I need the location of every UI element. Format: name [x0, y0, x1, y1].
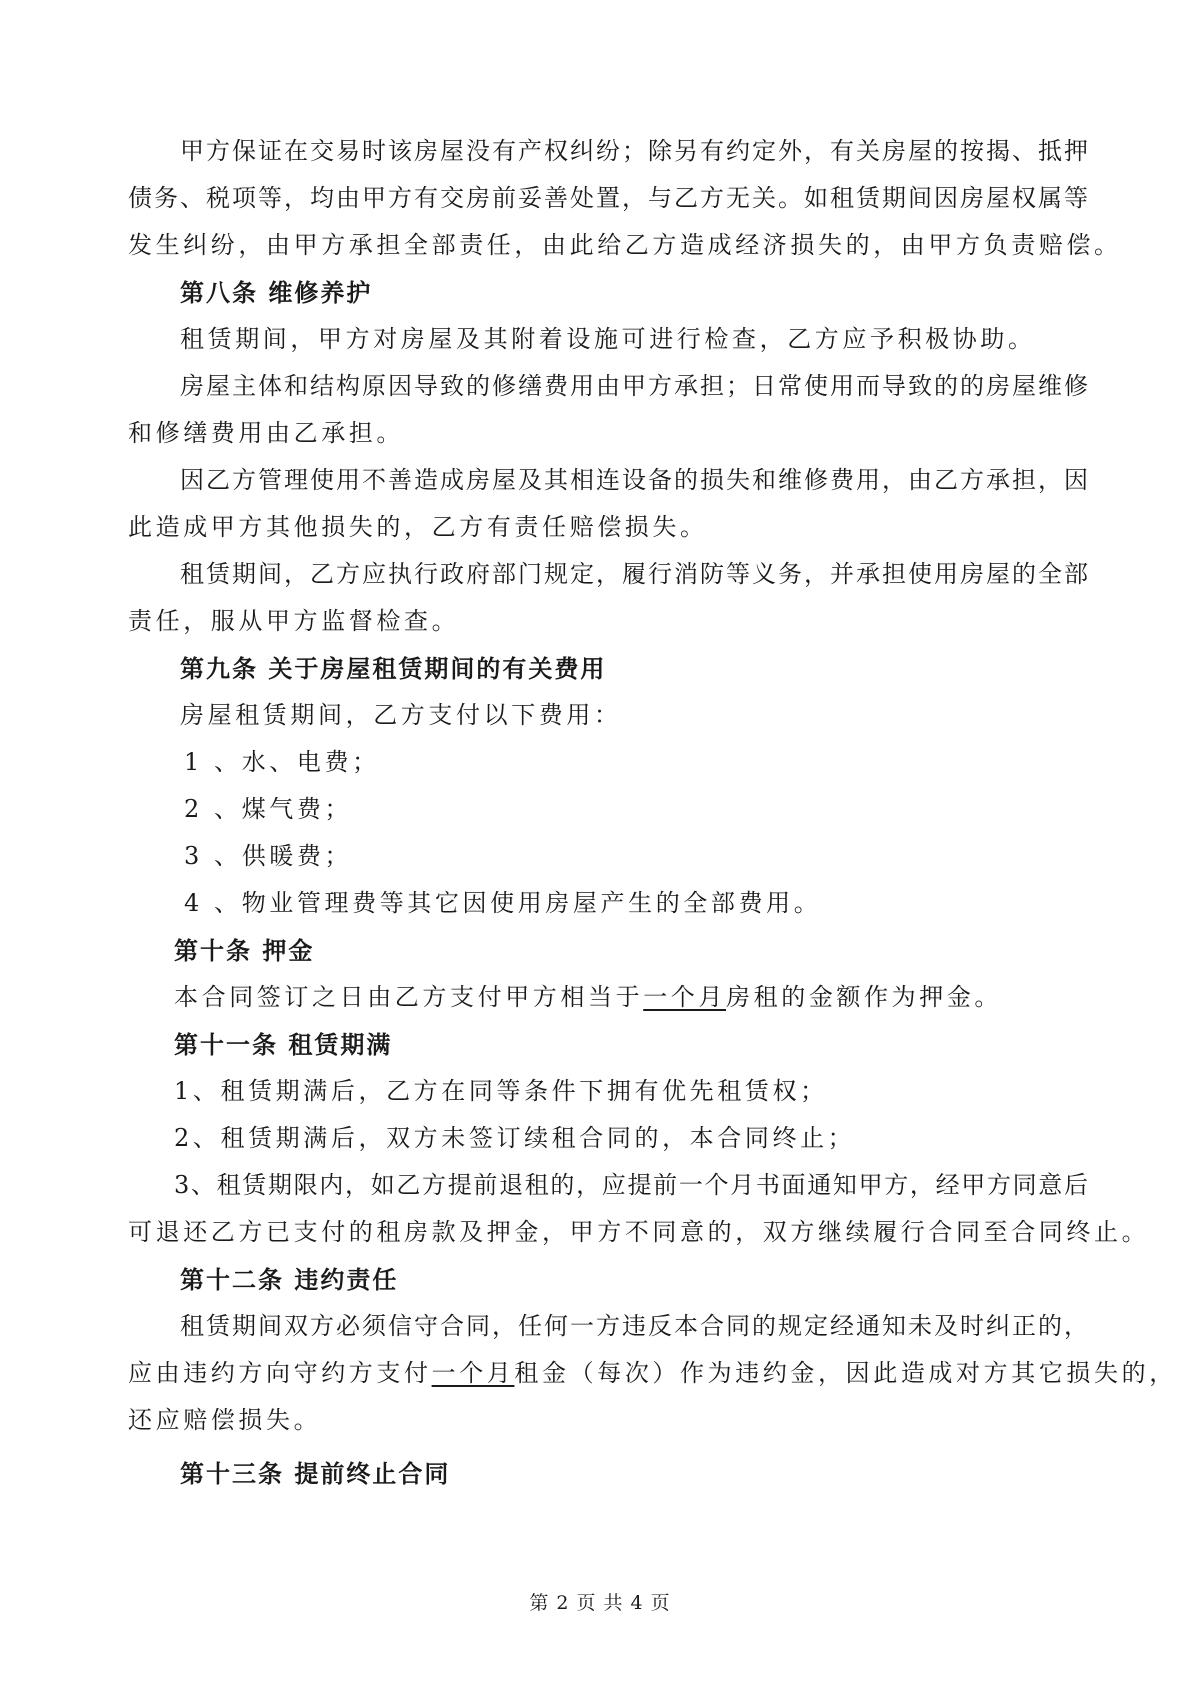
list-item: 3 、供暖费；	[184, 842, 353, 870]
paragraph-line	[128, 974, 1088, 1021]
article-heading: 第八条 维修养护	[180, 278, 373, 307]
document-body	[128, 128, 1177, 1497]
paragraph-line: 责任，服从甲方监督检查。	[128, 607, 460, 635]
list-item: 1、租赁期满后，乙方在同等条件下拥有优先租赁权；	[174, 1077, 828, 1105]
paragraph-line: 和修缮费用由乙承担。	[128, 419, 404, 447]
list-item: 2 、煤气费；	[184, 795, 353, 823]
paragraph-line: 因乙方管理使用不善造成房屋及其相连设备的损失和维修费用，由乙方承担，因	[180, 466, 1088, 494]
paragraph-line	[128, 1350, 1177, 1397]
paragraph-line: 此造成甲方其他损失的，乙方有责任赔偿损失。	[128, 513, 708, 541]
article-heading: 第十二条 违约责任	[180, 1265, 399, 1294]
text-segment: 应由违约方向守约方支付	[128, 1359, 432, 1387]
fill-in-value: 一个月	[431, 1359, 515, 1387]
paragraph-line: 发生纠纷，由甲方承担全部责任，由此给乙方造成经济损失的，由甲方负责赔偿。	[128, 231, 1122, 259]
paragraph-line: 还应赔偿损失。	[128, 1406, 322, 1434]
page-number: 第 2 页 共 4 页	[529, 1592, 671, 1614]
fill-in-value: 一个月	[643, 983, 727, 1011]
text-segment: 本合同签订之日由乙方支付甲方相当于	[174, 983, 644, 1011]
article-heading: 第十条 押金	[174, 936, 315, 965]
article-heading: 第十一条 租赁期满	[174, 1030, 393, 1059]
paragraph-line: 债务、税项等，均由甲方有交房前妥善处置，与乙方无关。如租赁期间因房屋权属等	[128, 184, 1088, 212]
list-item: 2、租赁期满后，双方未签订续租合同的，本合同终止；	[174, 1124, 856, 1152]
text-segment: 租金（每次）作为违约金，因此造成对方其它损失的，	[514, 1359, 1177, 1387]
paragraph-line: 房屋租赁期间，乙方支付以下费用：	[180, 701, 622, 729]
paragraph-line: 租赁期间，甲方对房屋及其附着设施可进行检查，乙方应予积极协助。	[180, 325, 1036, 353]
paragraph-line: 租赁期间，乙方应执行政府部门规定，履行消防等义务，并承担使用房屋的全部	[180, 560, 1088, 588]
paragraph-line: 租赁期间双方必须信守合同，任何一方违反本合同的规定经通知未及时纠正的，	[180, 1312, 1088, 1340]
list-item: 4 、物业管理费等其它因使用房屋产生的全部费用。	[184, 889, 822, 917]
text-segment: 房租的金额作为押金。	[726, 983, 1003, 1011]
article-heading: 第十三条 提前终止合同	[180, 1459, 451, 1488]
paragraph-line: 可退还乙方已支付的租房款及押金，甲方不同意的，双方继续履行合同至合同终止。	[128, 1218, 1150, 1246]
list-item: 3、租赁期限内，如乙方提前退租的，应提前一个月书面通知甲方，经甲方同意后	[174, 1171, 1088, 1199]
article-heading: 第九条 关于房屋租赁期间的有关费用	[180, 654, 607, 683]
paragraph-line: 甲方保证在交易时该房屋没有产权纠纷；除另有约定外，有关房屋的按揭、抵押	[180, 137, 1088, 165]
paragraph-line: 房屋主体和结构原因导致的修缮费用由甲方承担；日常使用而导致的的房屋维修	[180, 372, 1088, 400]
list-item: 1 、水、电费；	[184, 748, 380, 776]
